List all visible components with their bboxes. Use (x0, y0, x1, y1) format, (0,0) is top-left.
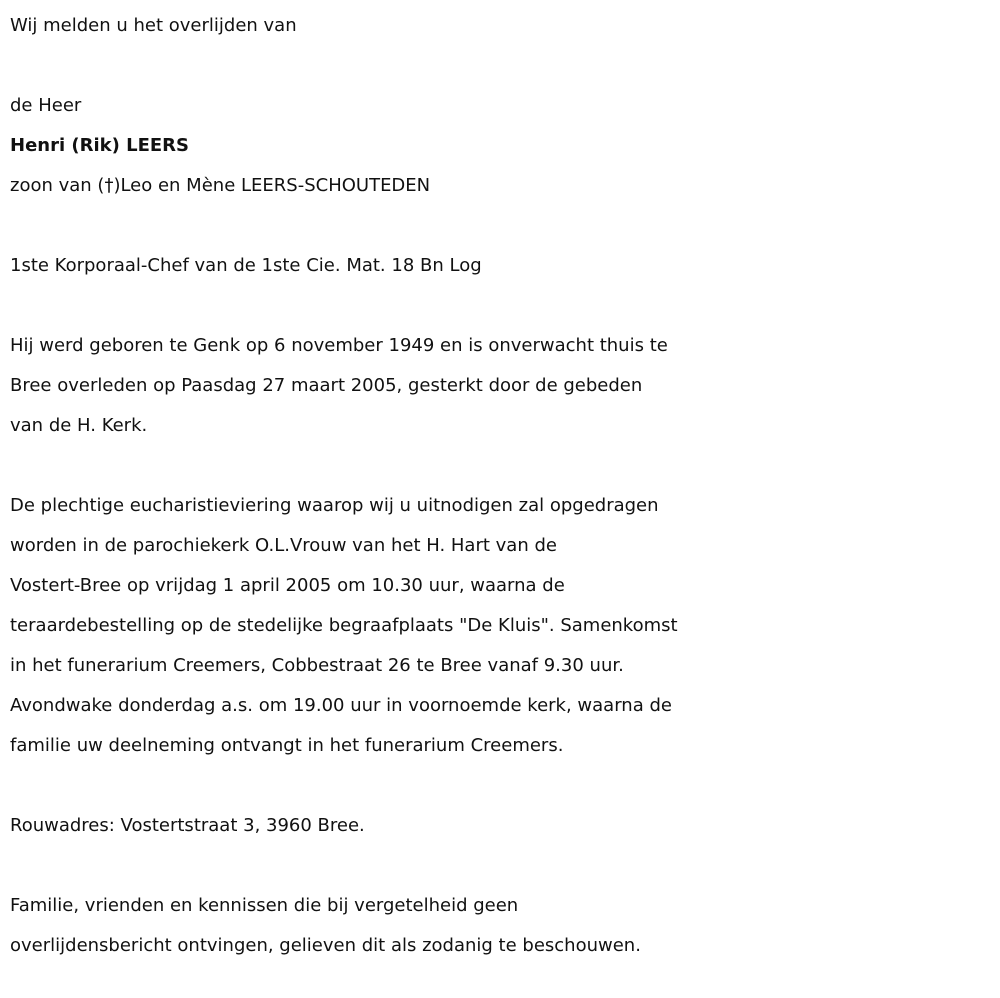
paragraph-line: worden in de parochiekerk O.L.Vrouw van het H. Hart van de (10, 535, 557, 556)
birth-death-paragraph (10, 326, 995, 446)
paragraph-line: teraardebestelling op de stedelijke begraafplaats "De Kluis". Samenkomst (10, 615, 678, 636)
paragraph-line: De plechtige eucharistieviering waarop wij u uitnodigen zal opgedragen (10, 495, 659, 516)
ceremony-paragraph (10, 486, 995, 766)
paragraph-line: familie uw deelneming ontvangt in het funerarium Creemers. (10, 735, 564, 756)
spacer (10, 446, 995, 486)
spacer (10, 766, 995, 806)
paragraph-line: Vostert-Bree op vrijdag 1 april 2005 om 10.30 uur, waarna de (10, 575, 565, 596)
paragraph-line: Familie, vrienden en kennissen die bij vergetelheid geen (10, 895, 519, 916)
paragraph-line: in het funerarium Creemers, Cobbestraat 26 te Bree vanaf 9.30 uur. (10, 655, 624, 676)
salutation: de Heer (10, 95, 82, 116)
paragraph-line: Hij werd geboren te Genk op 6 november 1949 en is onverwacht thuis te (10, 335, 668, 356)
spacer (10, 846, 995, 886)
rank-line: 1ste Korporaal-Chef van de 1ste Cie. Mat. 18 Bn Log (10, 255, 482, 276)
intro-text: Wij melden u het overlijden van (10, 15, 297, 36)
paragraph-line: van de H. Kerk. (10, 415, 148, 436)
closing-paragraph (10, 886, 995, 966)
death-notice (10, 6, 995, 966)
parents-line: zoon van (†)Leo en Mène LEERS-SCHOUTEDEN (10, 175, 431, 196)
spacer (10, 46, 995, 86)
deceased-name: Henri (Rik) LEERS (10, 135, 190, 156)
spacer (10, 286, 995, 326)
spacer (10, 206, 995, 246)
paragraph-line: Avondwake donderdag a.s. om 19.00 uur in voornoemde kerk, waarna de (10, 695, 672, 716)
mourning-address: Rouwadres: Vostertstraat 3, 3960 Bree. (10, 815, 365, 836)
paragraph-line: Bree overleden op Paasdag 27 maart 2005, gesterkt door de gebeden (10, 375, 643, 396)
paragraph-line: overlijdensbericht ontvingen, gelieven dit als zodanig te beschouwen. (10, 935, 641, 956)
